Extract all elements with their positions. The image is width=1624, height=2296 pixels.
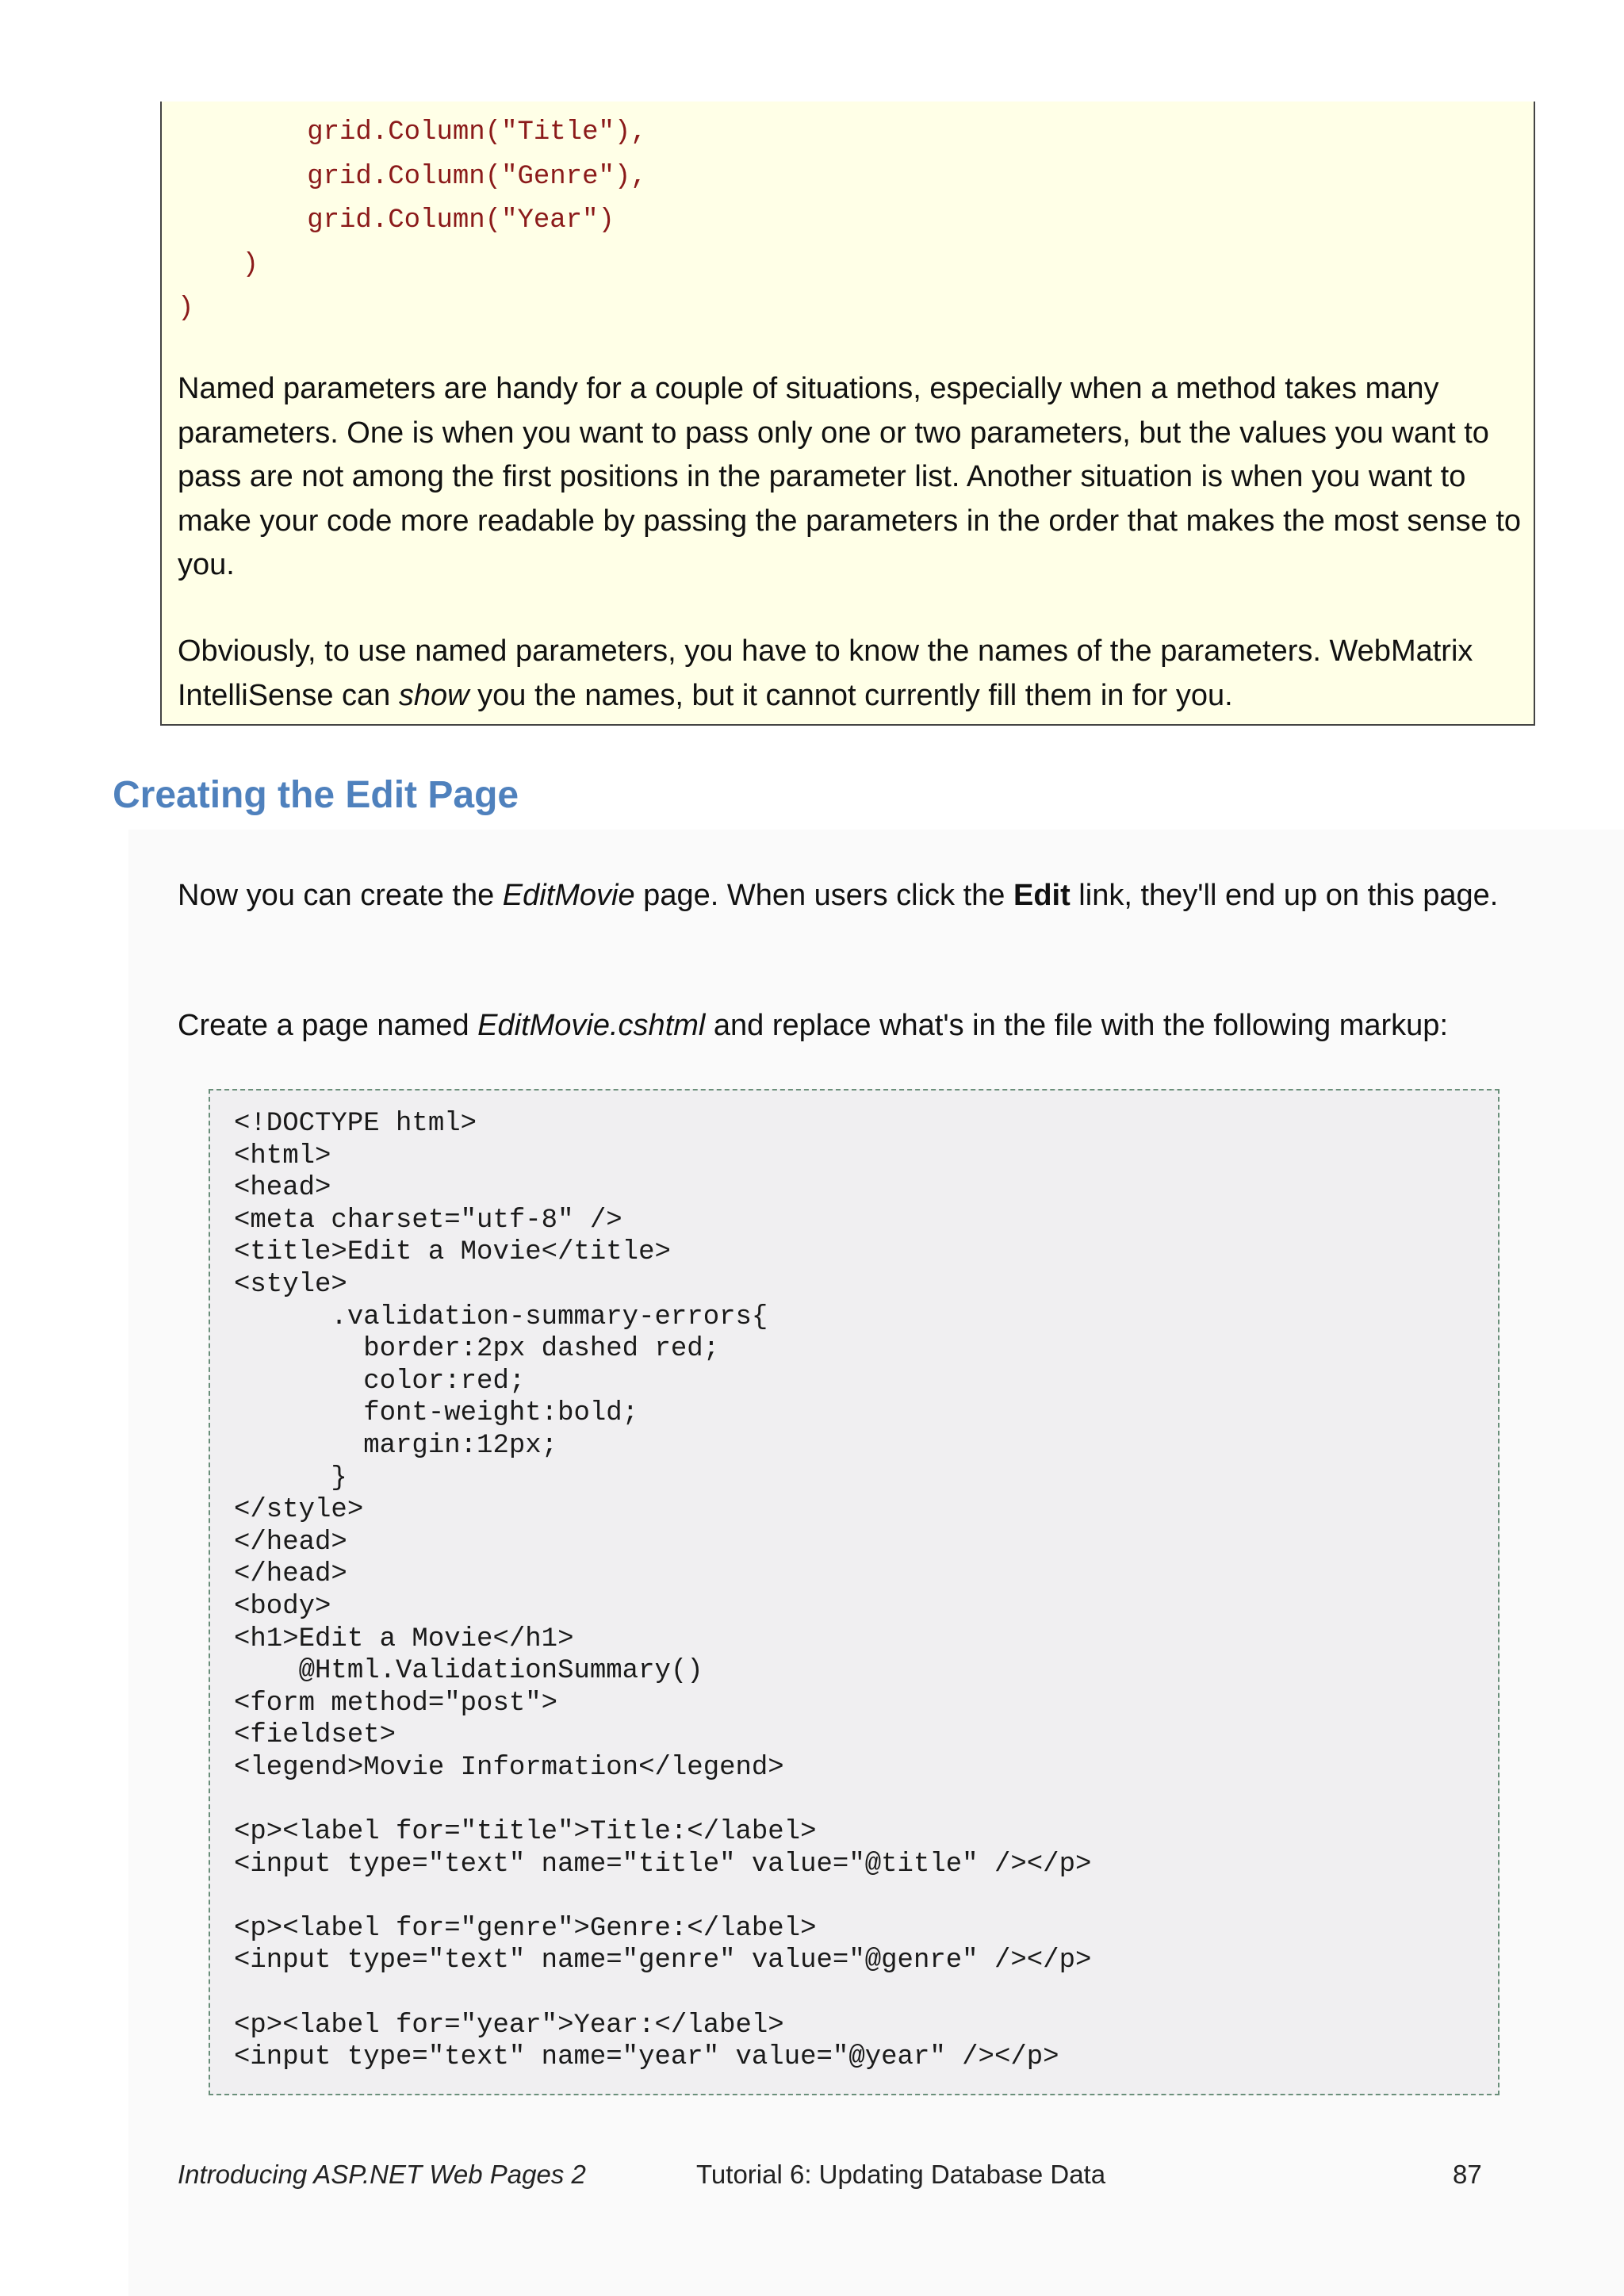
footer-page-number: 87 [1453,2160,1482,2189]
code-line: <title>Edit a Movie</title> [234,1237,671,1268]
code-line: } [234,1462,347,1493]
code-line: grid.Column("Year") [178,205,615,236]
code-line: <style> [234,1269,347,1300]
code-line: </head> [234,1527,347,1558]
code-line: <html> [234,1140,331,1171]
code-line: <head> [234,1173,331,1204]
code-line: font-weight:bold; [234,1398,639,1429]
code-line: <meta charset="utf-8" /> [234,1205,622,1236]
code-line: grid.Column("Genre"), [178,161,647,192]
instruction-paragraph: Create a page named EditMovie.cshtml and replace what's in the file with the following markup: [178,1009,1448,1042]
code-line: </head> [234,1559,347,1590]
code-line: @Html.ValidationSummary() [234,1656,703,1687]
code-line: <h1>Edit a Movie</h1> [234,1623,574,1654]
code-line: <!DOCTYPE html> [234,1109,477,1139]
code-line: <p><label for="year">Year:</label> [234,2010,784,2041]
code-line: ) [178,293,194,324]
code-line: border:2px dashed red; [234,1334,720,1365]
code-line: <body> [234,1591,331,1622]
grid-columns-code [178,111,647,332]
code-line: </style> [234,1495,364,1526]
section-heading: Creating the Edit Page [113,774,519,816]
note-paragraph-1: Named parameters are handy for a couple of situations, especially when a method takes many parameters. One is when you want to pass only one or two parameters, but the values you want to pass are not among the first positions in the parameter list. Another situation is when you want to make your code more readable by passing the parameters in the order that makes the most sense to you. [178,372,1522,581]
code-line: <legend>Movie Information</legend> [234,1752,784,1783]
code-line: grid.Column("Title"), [178,117,647,148]
code-line: color:red; [234,1366,526,1397]
code-line: <fieldset> [234,1720,396,1751]
footer-chapter-title: Tutorial 6: Updating Database Data [696,2160,1106,2189]
code-line: <p><label for="title">Title:</label> [234,1817,817,1848]
footer-book-title: Introducing ASP.NET Web Pages 2 [178,2160,586,2189]
code-line: ) [178,249,259,280]
code-line: <p><label for="genre">Genre:</label> [234,1913,817,1944]
code-line: margin:12px; [234,1430,558,1461]
code-line: <input type="text" name="title" value="@title" /></p> [234,1849,1092,1880]
note-paragraph-2: Obviously, to use named parameters, you have to know the names of the parameters. WebMatrix IntelliSense can show you the names, but it cannot currently fill them in for you. [178,634,1473,712]
code-line: <input type="text" name="year" value="@year" /></p> [234,2042,1059,2073]
intro-paragraph: Now you can create the EditMovie page. When users click the Edit link, they'll end up on this page. [178,879,1499,912]
code-line: .validation-summary-errors{ [234,1301,768,1332]
edit-movie-markup-code [234,1108,1091,2074]
code-line: <form method="post"> [234,1688,558,1719]
code-line: <input type="text" name="genre" value="@genre" /></p> [234,1945,1092,1976]
